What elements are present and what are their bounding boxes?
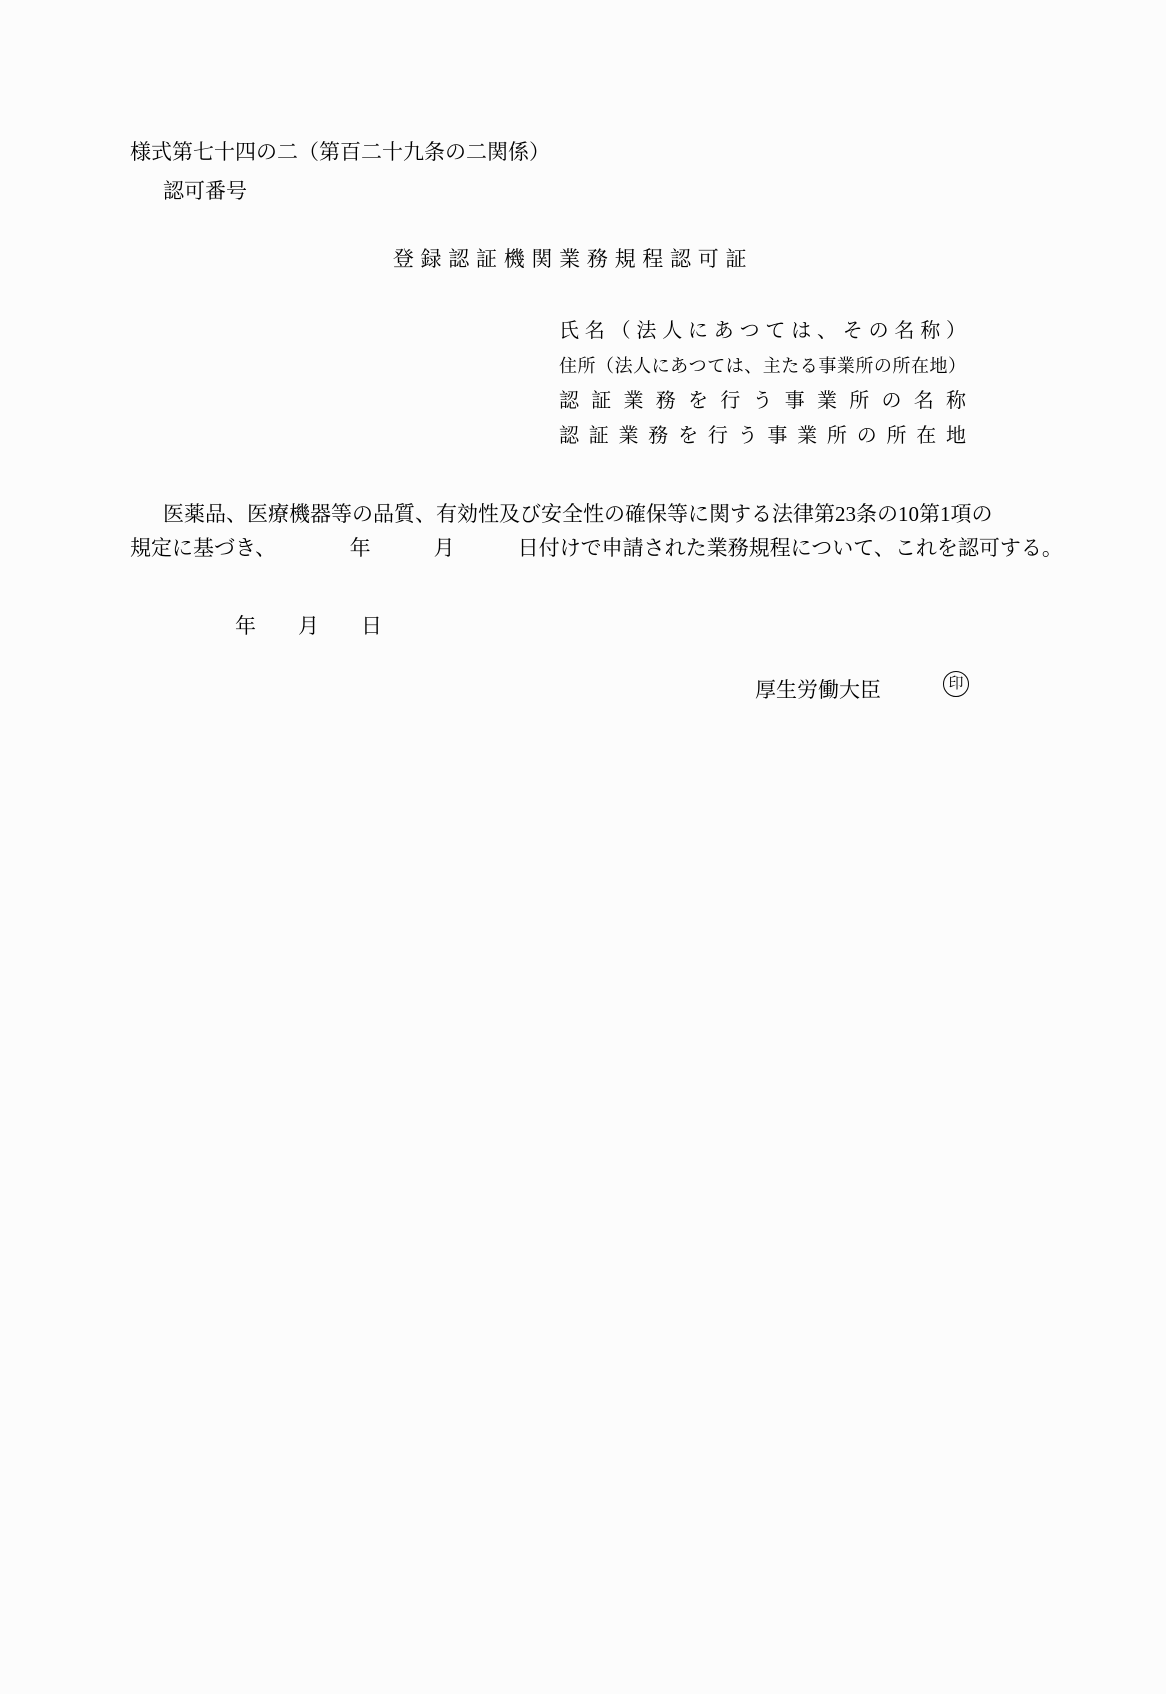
recipient-block bbox=[559, 314, 966, 454]
minister-signature: 厚生労働大臣 bbox=[755, 678, 881, 702]
document-title: 登録認証機関業務規程認可証 bbox=[392, 247, 754, 271]
certification-office-name-line: 認証業務を行う事業所の名称 bbox=[559, 390, 966, 412]
form-number-line: 様式第七十四の二（第百二十九条の二関係） bbox=[130, 140, 550, 164]
recipient-address-line: 住所（法人にあつては、主たる事業所の所在地） bbox=[559, 356, 966, 376]
date-placeholder-line: 年 月 日 bbox=[235, 614, 382, 638]
certification-office-address-line: 認証業務を行う事業所の所在地 bbox=[559, 425, 966, 447]
signature-row bbox=[755, 674, 881, 704]
body-paragraph-line-1: 医薬品、医療機器等の品質、有効性及び安全性の確保等に関する法律第23条の10第1項の bbox=[163, 502, 993, 526]
approval-number-label: 認可番号 bbox=[163, 179, 247, 203]
recipient-name-line: 氏名（法人にあつては、その名称） bbox=[559, 320, 966, 342]
seal-stamp-icon: 印 bbox=[943, 671, 969, 697]
body-paragraph-line-2: 規定に基づき、 年 月 日付けで申請された業務規程について、これを認可する。 bbox=[130, 536, 1063, 560]
body-paragraph bbox=[130, 497, 1063, 565]
